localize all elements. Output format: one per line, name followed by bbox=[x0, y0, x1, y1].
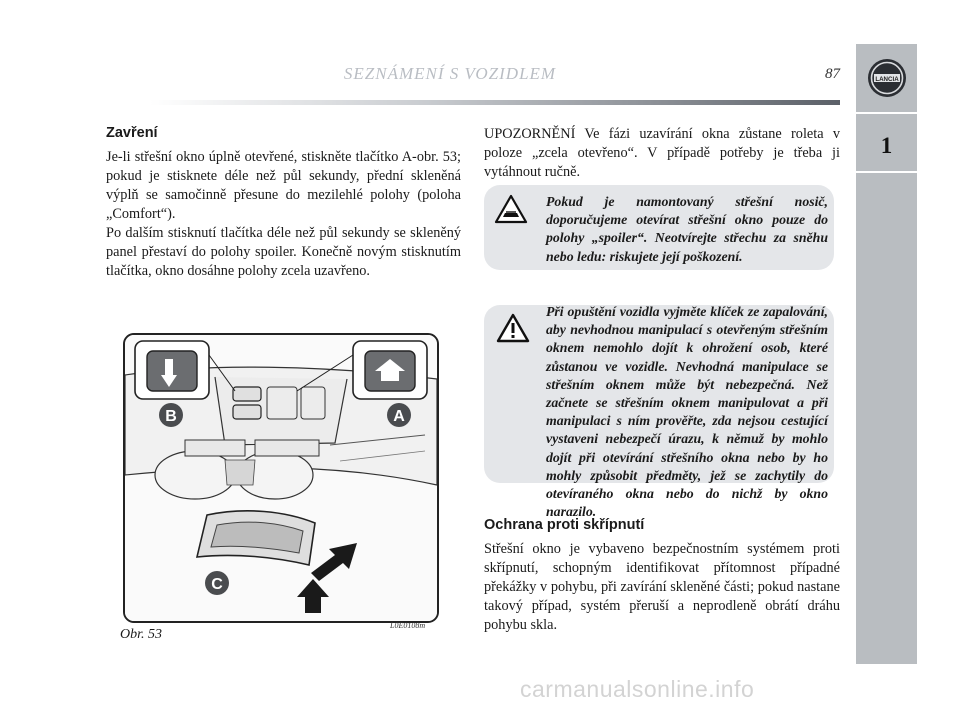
watermark: carmanualsonline.info bbox=[520, 676, 755, 702]
closing-body bbox=[106, 148, 461, 281]
warning-text-leaving-vehicle: Při opuštění vozidla vyjměte klíček ze zapalování, aby nevhodnou manipulací s otevřeným střešním oknem nemohlo dojít k ohrožení osob, které zůstanou ve vozidle. Nevhodná manipulace se střešním oknem může být nebezpečná. Než začnete se střešním oknem manipulovat a při manipulaci s ním prověřte, zda nejsou cestující vystaveni nebezpečí úrazu, k němuž by mohlo dojít při otevírání střešního okna nebo by ho mohly způsobit předměty, jež se zachytily do otevíraného okna nebo do nichž by okno narazilo. bbox=[546, 304, 828, 520]
section-heading-closing: Zavření bbox=[106, 125, 158, 141]
page-number: 87 bbox=[825, 66, 840, 82]
notice-text: UPOZORNĚNÍ Ve fázi uzavírání okna zůstane roleta v poloze „zcela otevřeno“. V případě potřeby je třeba ji vytáhnout ručně. bbox=[484, 126, 840, 180]
sunroof-control-illustration bbox=[125, 335, 437, 621]
antipinch-text: Střešní okno je vybaveno bezpečnostním systémem proti skřípnutí, schopným identifikovat přítomnost případné překážky v pohybu, při zavírání skleněné části; pokud nastane takový případ, systém přeruší a neprodleně obrátí dráhu pohybu skla. bbox=[484, 541, 840, 633]
running-title: SEZNÁMENÍ S VOZIDLEM bbox=[343, 64, 557, 83]
chapter-number: 1 bbox=[880, 133, 893, 158]
svg-text:LANCIA: LANCIA bbox=[875, 75, 899, 83]
figure-code: L0E0108m bbox=[390, 621, 426, 630]
figure-53 bbox=[123, 333, 439, 623]
tab-divider-bottom bbox=[856, 171, 917, 173]
closing-paragraph-1: Je-li střešní okno úplně otevřené, stiskněte tlačítko A-obr. 53; pokud je stisknete déle než půl sekundy, přední skleněná výplň se samočinně přesune do mezilehlé polohy (poloha „Comfort“). bbox=[106, 149, 461, 222]
lancia-logo-icon bbox=[866, 57, 908, 99]
section-heading-antipinch: Ochrana proti skřípnutí bbox=[484, 517, 645, 533]
closing-paragraph-2: Po dalším stisknutí tlačítka déle než půl sekundy se skleněný panel přestaví do polohy spoiler. Konečně novým stisknutím tlačítka, okno dosáhne polohy zcela uzavřeno. bbox=[106, 225, 461, 279]
svg-text:C: C bbox=[211, 576, 223, 593]
svg-text:A: A bbox=[393, 408, 405, 425]
svg-text:B: B bbox=[165, 408, 177, 425]
header-rule bbox=[150, 100, 840, 105]
figure-caption: Obr. 53 bbox=[120, 627, 163, 642]
warning-text-roof-rack: Pokud je namontovaný střešní nosič, doporučujeme otevírat střešní okno pouze do polohy „spoiler“. Neotvírejte střechu za sněhu nebo ledu: riskujete její poškození. bbox=[546, 194, 828, 264]
tab-divider-top bbox=[856, 112, 917, 114]
